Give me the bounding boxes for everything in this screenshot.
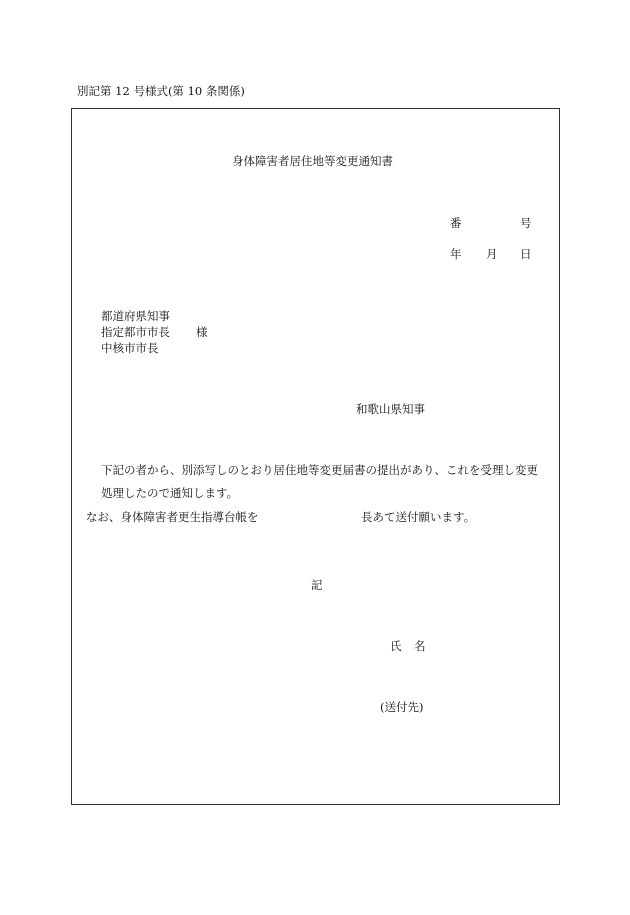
document-title: 身体障害者居住地等変更通知書 — [232, 154, 393, 168]
sender: 和歌山県知事 — [356, 402, 425, 416]
recipient-line-2: 指定都市市長 — [101, 325, 170, 339]
note-heading: 記 — [311, 578, 323, 592]
body-line-1: 下記の者から、別添写しのとおり居住地等変更届書の提出があり、これを受理し変更 — [101, 463, 538, 477]
recipient-line-1: 都道府県知事 — [101, 309, 170, 323]
recipient-honorific: 様 — [196, 325, 208, 339]
name-label-2: 名 — [414, 639, 426, 653]
form-frame — [71, 108, 560, 805]
ref-number-label-right: 号 — [520, 216, 532, 230]
name-label-1: 氏 — [390, 639, 402, 653]
date-year: 年 — [450, 247, 462, 261]
date-month: 月 — [486, 247, 498, 261]
destination-label: (送付先) — [380, 700, 424, 714]
body-line-3-before: なお、身体障害者更生指導台帳を — [86, 510, 259, 524]
date-day: 日 — [520, 247, 532, 261]
body-line-2: 処理したので通知します。 — [101, 486, 239, 500]
body-line-3-after: 長あて送付願います。 — [361, 510, 476, 524]
recipient-line-3: 中核市市長 — [101, 341, 159, 355]
form-reference: 別記第 12 号様式(第 10 条関係) — [77, 84, 245, 98]
ref-number-label-left: 番 — [450, 216, 462, 230]
